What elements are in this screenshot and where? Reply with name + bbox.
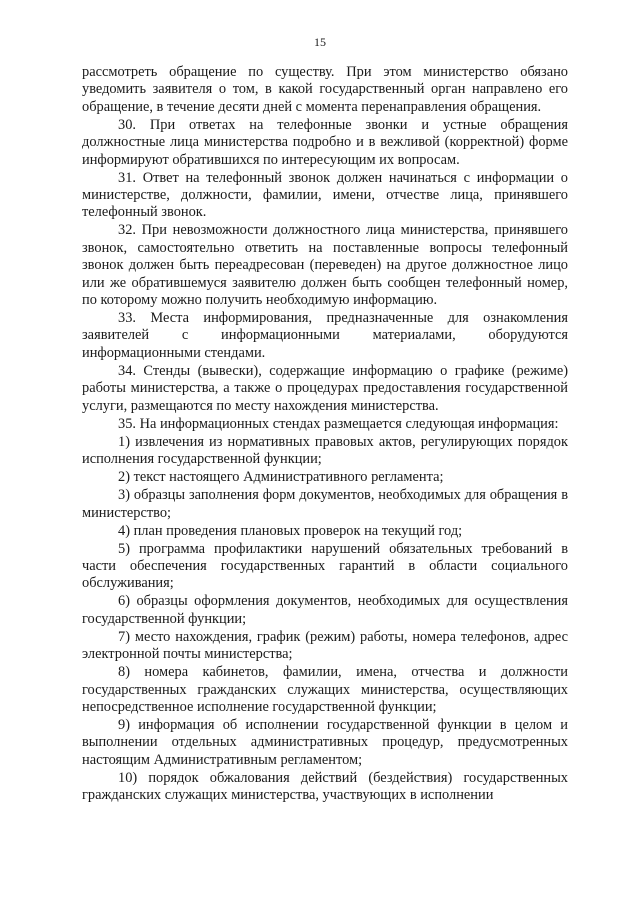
paragraph-34: 34. Стенды (вывески), содержащие информацию о графике (режиме) работы министерства, а также о процедурах предоставления государственной услуги, размещаются по месту нахождения министерства. — [82, 362, 568, 414]
list-item-7: 7) место нахождения, график (режим) работы, номера телефонов, адрес электронной почты министерства; — [82, 628, 568, 663]
list-item-2: 2) текст настоящего Административного регламента; — [118, 469, 444, 486]
list-item-10: 10) порядок обжалования действий (бездействия) государственных гражданских служащих министерства, участвующих в исполнении — [82, 769, 568, 804]
list-item-6: 6) образцы оформления документов, необходимых для осуществления государственной функции; — [82, 593, 568, 627]
paragraph-continuation: рассмотреть обращение по существу. При этом министерство обязано уведомить заявителя о том, в какой государственный орган направлено его обращение, в течение десяти дней с момента перенаправления обращения. — [82, 64, 568, 115]
list-item-4: 4) план проведения плановых проверок на текущий год; — [118, 522, 463, 539]
list-item-3: 3) образцы заполнения форм документов, необходимых для обращения в министерство; — [82, 487, 568, 521]
list-item-8: 8) номера кабинетов, фамилии, имена, отчества и должности государственных гражданских служащих министерства, осуществляющих непосредственное исполнение государственной функции; — [82, 664, 568, 715]
page-number: 15 — [314, 35, 326, 49]
list-item-9: 9) информация об исполнении государственной функции в целом и выполнении отдельных административных процедур, предусмотренных настоящим Административным регламентом; — [82, 716, 568, 768]
paragraph-32: 32. При невозможности должностного лица министерства, принявшего звонок, самостоятельно ответить на поставленные вопросы телефонный звонок должен быть переадресован (переведен) на другое должностное лицо или же обратившемуся заявителю должен быть сообщен телефонный номер, по которому можно получить необходимую информацию. — [82, 222, 568, 309]
list-item-5: 5) программа профилактики нарушений обязательных требований в части обеспечения государственных гарантий в области социального обслуживания; — [82, 540, 568, 592]
paragraph-35: 35. На информационных стендах размещается следующая информация: — [118, 415, 559, 432]
paragraph-31: 31. Ответ на телефонный звонок должен начинаться с информации о министерстве, должности, фамилии, имени, отчестве лица, принявшего телефонный звонок. — [82, 169, 568, 221]
paragraph-30: 30. При ответах на телефонные звонки и устные обращения должностные лица министерства подробно и в вежливой (корректной) форме информируют обратившихся по интересующим их вопросам. — [82, 116, 568, 168]
list-item-1: 1) извлечения из нормативных правовых актов, регулирующих порядок исполнения государственной функции; — [82, 433, 568, 468]
document-body — [82, 64, 568, 805]
paragraph-33: 33. Места информирования, предназначенные для ознакомления заявителей с информационными материалами, оборудуются информационными стендами. — [82, 310, 568, 361]
